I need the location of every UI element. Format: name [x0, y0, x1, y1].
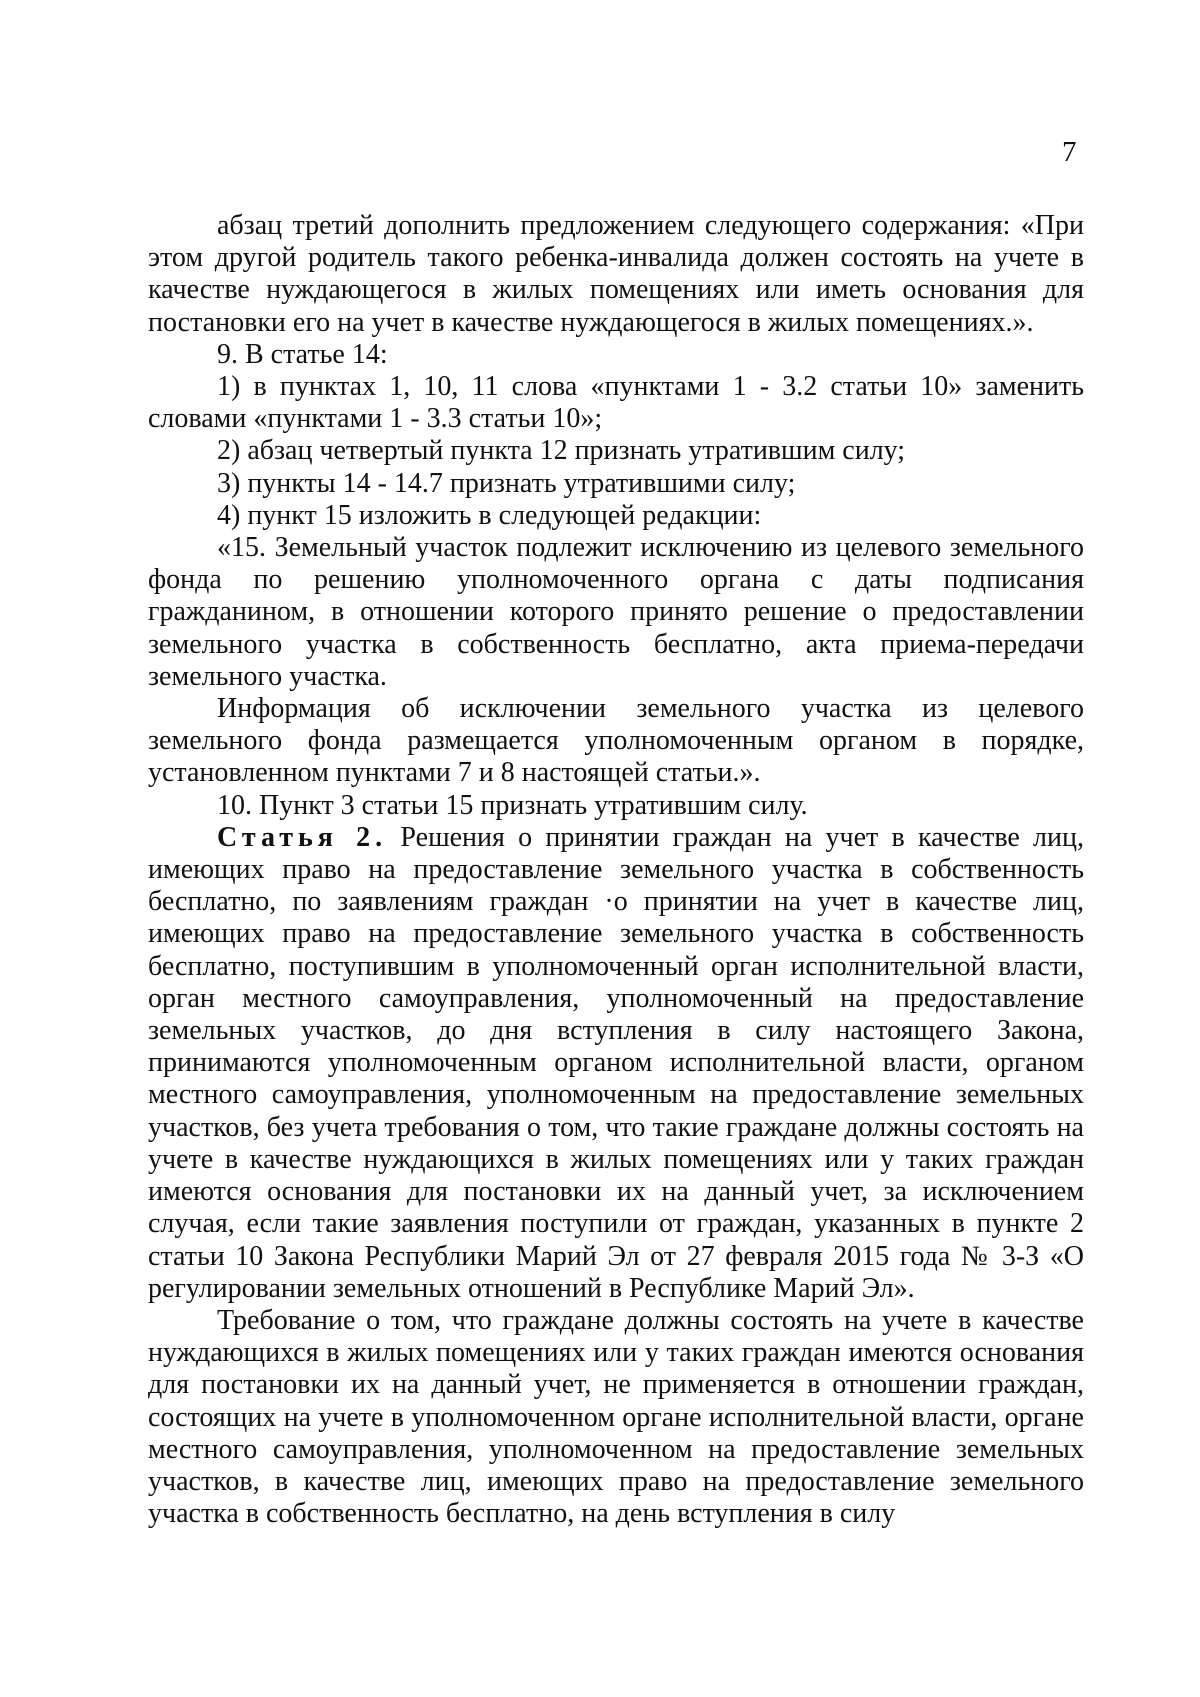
paragraph-amendment-text: абзац третий дополнить предложением следующего содержания: «При этом другой родитель такого ребенка-инвалида должен состоять на учете в качестве нуждающегося в жилых помещениях или иметь основания для постановки его на учет в качестве нуждающегося в жилых помещениях.».	[148, 210, 1084, 338]
paragraph-exclusion-info: Информация об исключении земельного участка из целевого земельного фонда размещается уполномоченным органом в порядке, установленном пунктами 7 и 8 настоящей статьи.».	[148, 693, 1084, 789]
paragraph-subitem-2: 2) абзац четвертый пункта 12 признать утратившим силу;	[217, 435, 906, 467]
article-2-text: Решения о принятии граждан на учет в качестве лиц, имеющих право на предоставление земельного участка в собственность бесплатно, по заявлениям граждан ·о принятии на учет в качестве лиц, имеющих право на предоставление земельного участка в собственность бесплатно, поступившим в уполномоченный орган исполнительной власти, орган местного самоуправления, уполномоченный на предоставление земельных участков, до дня вступления в силу настоящего Закона, принимаются уполномоченным органом исполнительной власти, органом местного самоуправления, уполномоченным на предоставление земельных участков, без учета требования о том, что такие граждане должны состоять на учете в качестве нуждающихся в жилых помещениях или у таких граждан имеются основания для постановки их на данный учет, за исключением случая, если такие заявления поступили от граждан, указанных в пункте 2 статьи 10 Закона Республики Марий Эл от 27 февраля 2015 года № 3-З «О регулировании земельных отношений в Республике Марий Эл».	[148, 821, 1084, 1304]
paragraph-item-10: 10. Пункт 3 статьи 15 признать утратившим силу.	[217, 789, 808, 821]
paragraph-subitem-3: 3) пункты 14 - 14.7 признать утратившими силу;	[217, 467, 796, 499]
paragraph-subitem-1: 1) в пунктах 1, 10, 11 слова «пунктами 1 - 3.2 статьи 10» заменить словами «пунктами 1 - 3.3 статьи 10»;	[148, 371, 1084, 435]
article-2-paragraph-2: Требование о том, что граждане должны состоять на учете в качестве нуждающихся в жилых помещениях или у таких граждан имеются основания для постановки их на данный учет, не применяется в отношении граждан, состоящих на учете в уполномоченном органе исполнительной власти, органе местного самоуправления, уполномоченном на предоставление земельных участков, в качестве лиц, имеющих право на предоставление земельного участка в собственность бесплатно, на день вступления в силу	[148, 1304, 1084, 1530]
page-number: 7	[1062, 136, 1077, 168]
document-body	[148, 210, 1084, 1530]
paragraph-point-15: «15. Земельный участок подлежит исключению из целевого земельного фонда по решению уполномоченного органа с даты подписания гражданином, в отношении которого принято решение о предоставлении земельного участка в собственность бесплатно, акта приема-передачи земельного участка.	[148, 532, 1084, 692]
paragraph-subitem-4: 4) пункт 15 изложить в следующей редакции:	[217, 499, 762, 531]
article-2-paragraph	[148, 822, 1084, 1305]
article-2-label: Статья 2.	[217, 821, 388, 853]
paragraph-item-9: 9. В статье 14:	[217, 338, 388, 370]
